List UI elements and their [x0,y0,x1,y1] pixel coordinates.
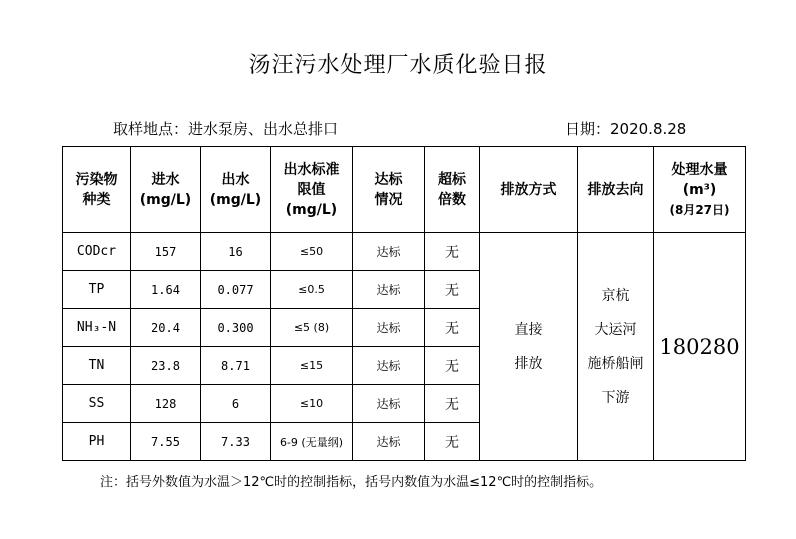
row-outflow: 7.33 [201,423,271,461]
discharge-destination-line1: 京杭 [601,287,630,304]
row-param: TP [63,271,131,309]
header-pollutant-line2: 种类 [82,191,111,208]
header-exceed [425,147,480,233]
row-limit: ≤0.5 [271,271,353,309]
row-param: CODcr [63,233,131,271]
discharge-destination-line3: 施桥船闸 [587,355,644,372]
row-inflow: 20.4 [131,309,201,347]
table-header-row [63,147,746,233]
row-status: 达标 [353,271,425,309]
discharge-destination [578,233,654,461]
row-status: 达标 [353,309,425,347]
row-exceed: 无 [425,347,480,385]
row-limit: ≤50 [271,233,353,271]
header-limit-line3: (mg/L) [285,201,338,218]
report-title: 汤汪污水处理厂水质化验日报 [248,53,548,78]
row-param: NH₃-N [63,309,131,347]
header-outflow-line1: 出水 [221,171,250,188]
header-volume-line3: (8月27日) [669,202,730,217]
row-limit: ≤15 [271,347,353,385]
row-inflow: 1.64 [131,271,201,309]
row-outflow: 0.300 [201,309,271,347]
row-inflow: 23.8 [131,347,201,385]
header-exceed-line1: 超标 [438,171,466,188]
row-outflow: 8.71 [201,347,271,385]
discharge-method-line1: 直接 [514,321,543,338]
header-status-line1: 达标 [374,171,403,188]
row-exceed: 无 [425,309,480,347]
row-limit: ≤10 [271,385,353,423]
row-status: 达标 [353,347,425,385]
row-exceed: 无 [425,233,480,271]
header-limit-line1: 出水标准 [283,161,340,178]
row-param: TN [63,347,131,385]
row-param: SS [63,385,131,423]
discharge-destination-line4: 下游 [601,389,630,406]
header-outflow [201,147,271,233]
header-pollutant-line1: 污染物 [75,171,118,188]
water-quality-table [62,146,746,461]
discharge-method [480,233,578,461]
header-outflow-line2: (mg/L) [209,191,262,208]
treated-volume: 180280 [654,233,746,461]
row-outflow: 16 [201,233,271,271]
header-status-line2: 情况 [374,191,403,208]
row-status: 达标 [353,233,425,271]
row-outflow: 6 [201,385,271,423]
footnote: 注：括号外数值为水温＞12℃时的控制指标，括号内数值为水温≤12℃时的控制指标。 [100,475,603,490]
header-volume [654,147,746,233]
row-inflow: 157 [131,233,201,271]
header-pollutant [63,147,131,233]
row-limit: ≤5 (8) [271,309,353,347]
row-inflow: 7.55 [131,423,201,461]
row-status: 达标 [353,423,425,461]
header-inflow-line2: (mg/L) [139,191,192,208]
header-inflow-line1: 进水 [151,171,180,188]
row-param: PH [63,423,131,461]
header-destination: 排放去向 [578,147,654,233]
header-inflow [131,147,201,233]
discharge-method-line2: 排放 [514,355,543,372]
row-limit: 6-9 (无量纲) [271,423,353,461]
header-limit [271,147,353,233]
row-outflow: 0.077 [201,271,271,309]
discharge-destination-line2: 大运河 [594,321,637,338]
header-status [353,147,425,233]
header-volume-line2: (m³) [682,181,717,198]
row-status: 达标 [353,385,425,423]
header-limit-line2: 限值 [297,181,326,198]
header-method: 排放方式 [480,147,578,233]
table-row [63,233,746,271]
row-exceed: 无 [425,271,480,309]
header-exceed-line2: 倍数 [438,191,466,208]
sampling-location: 取样地点：进水泵房、出水总排口 [113,120,339,138]
row-exceed: 无 [425,385,480,423]
row-inflow: 128 [131,385,201,423]
header-volume-line1: 处理水量 [671,161,728,178]
report-date: 日期：2020.8.28 [565,120,687,138]
row-exceed: 无 [425,423,480,461]
